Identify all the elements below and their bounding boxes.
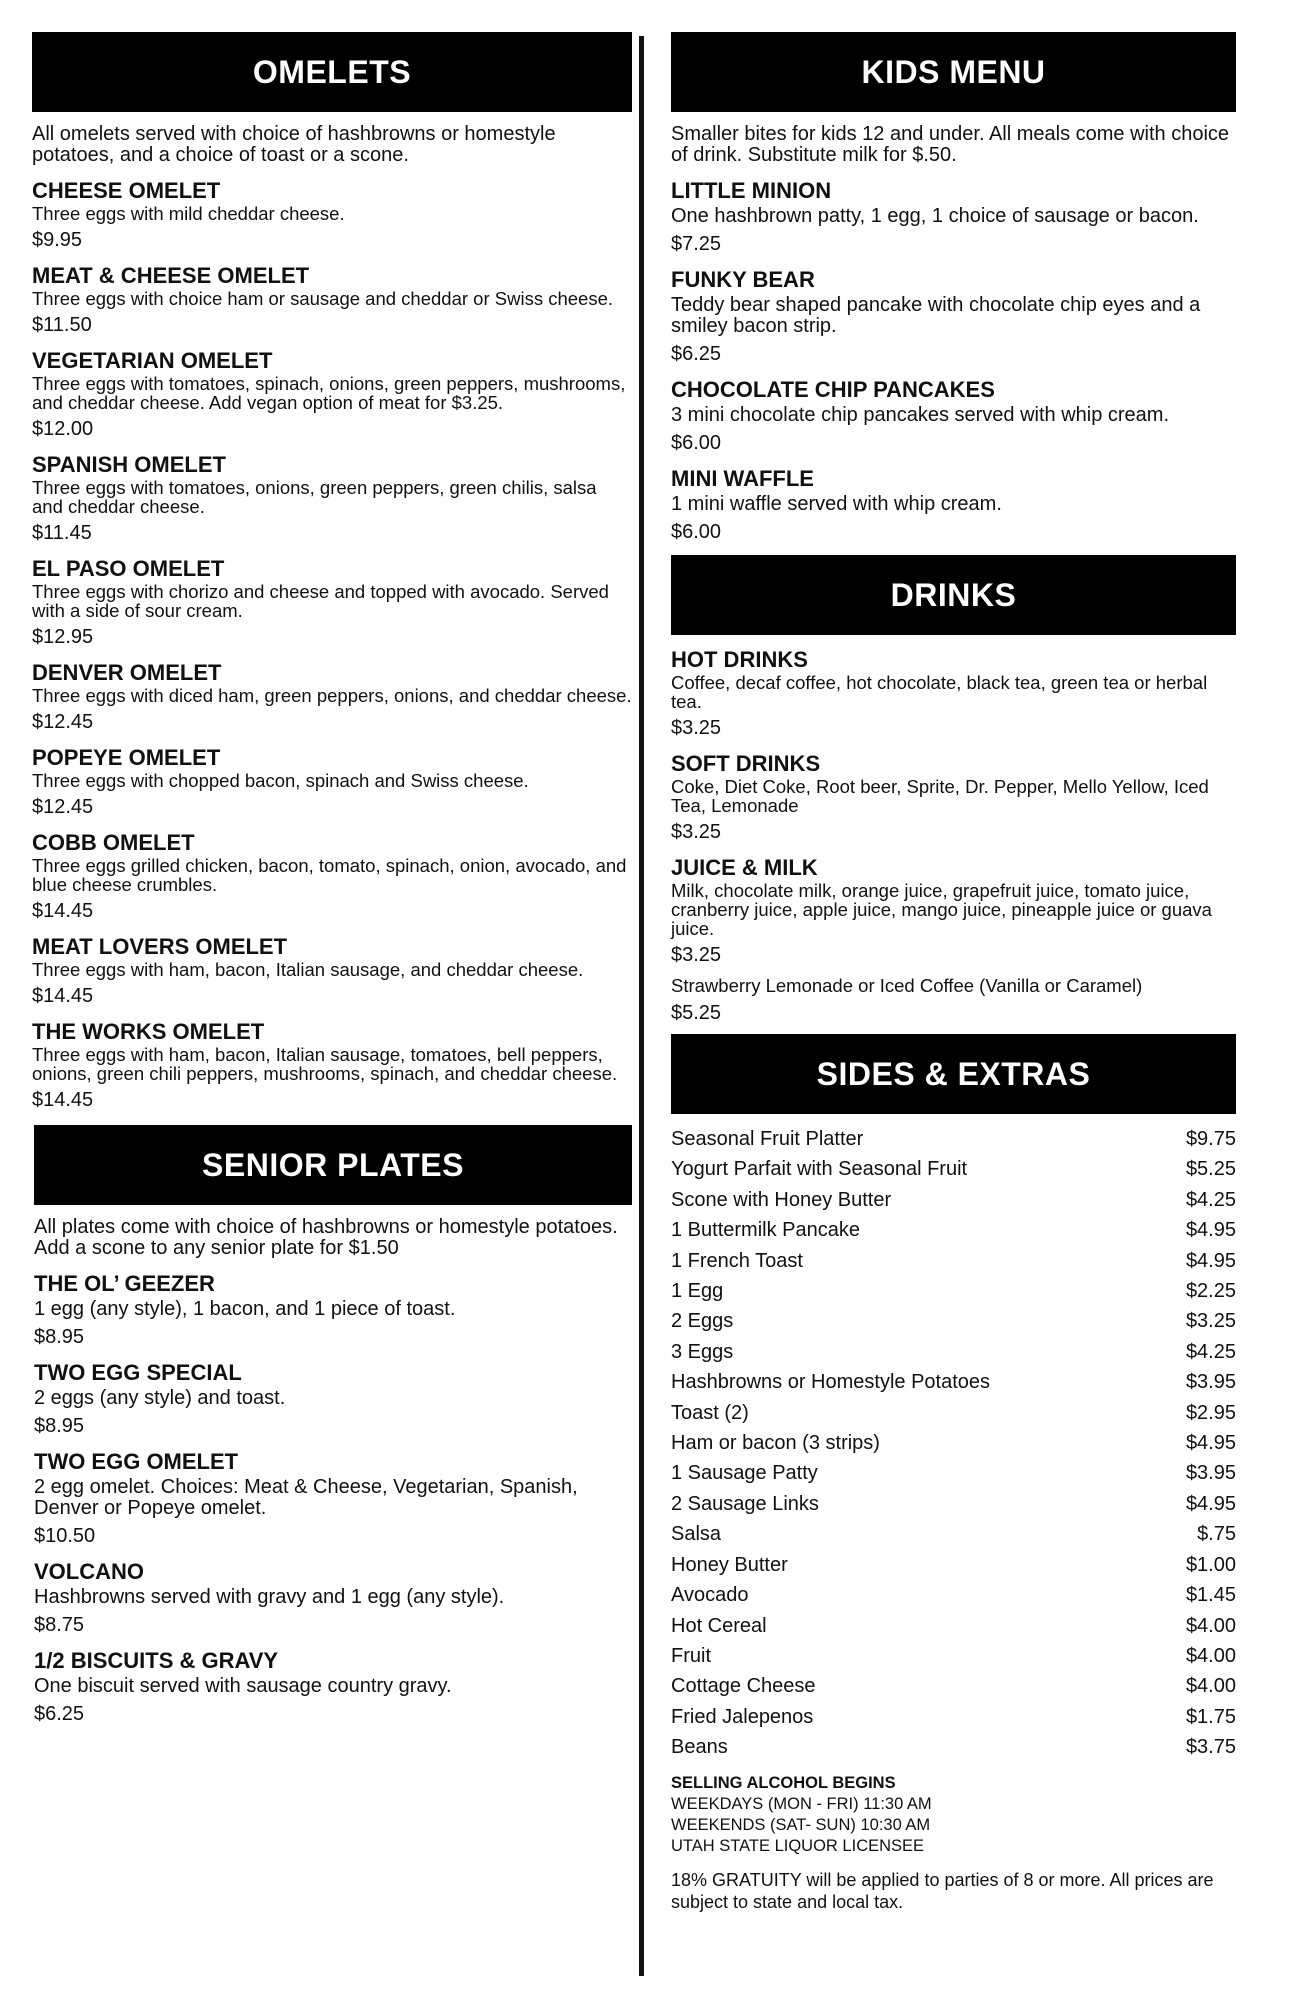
item-price: $11.50 xyxy=(32,314,92,336)
side-item-price: $1.75 xyxy=(1185,1705,1236,1728)
item-name: SPANISH OMELET xyxy=(32,452,226,477)
item-price: $12.45 xyxy=(32,796,94,818)
side-item-price: $3.95 xyxy=(1185,1371,1236,1394)
side-item-row xyxy=(671,1276,1236,1306)
side-item-row xyxy=(671,1398,1236,1428)
side-item-price: $3.95 xyxy=(1185,1462,1236,1485)
alcohol-notice xyxy=(671,1773,1236,1857)
item-name: CHEESE OMELET xyxy=(32,178,221,203)
side-item-price: $4.95 xyxy=(1185,1249,1236,1272)
item-description: Coffee, decaf coffee, hot chocolate, black tea, green tea or herbal tea. xyxy=(671,672,1208,712)
column-divider xyxy=(639,36,644,1976)
drinks-special-desc: Strawberry Lemonade or Iced Coffee (Vanilla or Caramel) xyxy=(671,975,1143,996)
gratuity-notice: 18% GRATUITY will be applied to parties of 8 or more. All prices are subject to state and local tax. xyxy=(671,1869,1214,1912)
item-price: $9.95 xyxy=(32,229,83,251)
side-item-name: Ham or bacon (3 strips) xyxy=(671,1432,880,1455)
item-price: $12.45 xyxy=(32,711,94,733)
menu-item xyxy=(32,556,632,648)
menu-item xyxy=(32,745,632,818)
kids-menu-header: KIDS MENU xyxy=(671,32,1236,112)
side-item-price: $1.45 xyxy=(1185,1584,1236,1607)
side-item-row xyxy=(671,1458,1236,1488)
side-item-name: 2 Eggs xyxy=(671,1310,734,1333)
side-item-name: Seasonal Fruit Platter xyxy=(671,1128,864,1150)
side-item-price: $4.25 xyxy=(1185,1340,1236,1363)
item-description: One hashbrown patty, 1 egg, 1 choice of sausage or bacon. xyxy=(671,205,1199,227)
side-item-name: Toast (2) xyxy=(671,1401,749,1424)
drinks-header: DRINKS xyxy=(671,555,1236,635)
side-item-name: 1 French Toast xyxy=(671,1249,803,1272)
menu-item xyxy=(32,178,632,251)
side-item-name: Honey Butter xyxy=(671,1553,788,1576)
menu-item xyxy=(32,830,632,922)
item-description: Three eggs with chorizo and cheese and topped with avocado. Served with a side of sour cream. xyxy=(32,581,609,621)
item-name: COBB OMELET xyxy=(32,830,195,855)
side-item-price: $4.95 xyxy=(1185,1219,1236,1242)
side-item-price: $4.95 xyxy=(1185,1492,1236,1515)
item-description: Three eggs with ham, bacon, Italian sausage, and cheddar cheese. xyxy=(32,959,584,980)
side-item-name: 1 Egg xyxy=(671,1280,724,1303)
item-price: $11.45 xyxy=(32,522,92,544)
item-description: Three eggs with tomatoes, spinach, onions, green peppers, mushrooms, and cheddar cheese. Add vegan option of meat for $3.25. xyxy=(32,373,626,413)
side-item-name: 1 Buttermilk Pancake xyxy=(671,1219,860,1242)
item-name: JUICE & MILK xyxy=(671,855,818,880)
item-price: $12.00 xyxy=(32,418,94,440)
menu-item xyxy=(32,348,632,440)
item-description: Three eggs with diced ham, green peppers, onions, and cheddar cheese. xyxy=(32,685,632,706)
item-price: $6.00 xyxy=(671,432,722,454)
menu-item xyxy=(34,1648,632,1725)
omelets-header: OMELETS xyxy=(32,32,632,112)
menu-item xyxy=(671,751,1236,843)
side-item-price: $2.25 xyxy=(1185,1280,1236,1303)
item-description: 1 mini waffle served with whip cream. xyxy=(671,493,1002,515)
menu-item xyxy=(32,934,632,1007)
side-item-name: Beans xyxy=(671,1736,728,1759)
side-item-name: Scone with Honey Butter xyxy=(671,1188,892,1211)
item-name: THE WORKS OMELET xyxy=(32,1019,265,1044)
side-item-row xyxy=(671,1641,1236,1671)
item-description: 1 egg (any style), 1 bacon, and 1 piece of toast. xyxy=(34,1298,456,1320)
side-item-name: Avocado xyxy=(671,1584,749,1607)
side-item-price: $.75 xyxy=(1197,1523,1236,1546)
side-item-row xyxy=(671,1732,1236,1762)
item-description: 3 mini chocolate chip pancakes served with whip cream. xyxy=(671,404,1170,426)
side-item-name: 2 Sausage Links xyxy=(671,1492,819,1515)
item-description: 2 eggs (any style) and toast. xyxy=(34,1387,286,1409)
item-price: $3.25 xyxy=(671,944,722,966)
side-item-price: $3.25 xyxy=(1185,1310,1236,1333)
item-price: $7.25 xyxy=(671,233,722,255)
drinks-special-price: $5.25 xyxy=(671,1002,722,1024)
item-price: $14.45 xyxy=(32,1089,94,1111)
item-price: $6.00 xyxy=(671,521,722,543)
sides-extras-list xyxy=(671,1124,1236,1763)
item-name: SOFT DRINKS xyxy=(671,751,821,776)
item-name: TWO EGG OMELET xyxy=(34,1449,239,1474)
item-price: $14.45 xyxy=(32,985,94,1007)
item-description: Three eggs with choice ham or sausage and cheddar or Swiss cheese. xyxy=(32,288,614,309)
senior-plates-intro: All plates come with choice of hashbrowns or homestyle potatoes. Add a scone to any senior plate for $1.50 xyxy=(34,1216,618,1259)
side-item-row xyxy=(671,1702,1236,1732)
side-item-name: Hot Cereal xyxy=(671,1614,767,1637)
side-item-price: $4.25 xyxy=(1185,1188,1236,1211)
side-item-name: 1 Sausage Patty xyxy=(671,1462,818,1485)
alcohol-weekends: WEEKENDS (SAT- SUN) 10:30 AM xyxy=(671,1815,931,1834)
item-description: 2 egg omelet. Choices: Meat & Cheese, Vegetarian, Spanish, Denver or Popeye omelet. xyxy=(34,1476,578,1519)
item-name: FUNKY BEAR xyxy=(671,267,815,292)
item-price: $8.75 xyxy=(34,1614,85,1636)
omelets-list xyxy=(32,178,632,1111)
item-price: $8.95 xyxy=(34,1415,85,1437)
item-price: $3.25 xyxy=(671,717,722,739)
side-item-name: Hashbrowns or Homestyle Potatoes xyxy=(671,1371,991,1394)
item-price: $3.25 xyxy=(671,821,722,843)
item-name: MEAT LOVERS OMELET xyxy=(32,934,288,959)
alcohol-weekdays: WEEKDAYS (MON - FRI) 11:30 AM xyxy=(671,1794,932,1813)
item-price: $12.95 xyxy=(32,626,94,648)
side-item-price: $9.75 xyxy=(1185,1128,1236,1150)
side-item-row xyxy=(671,1185,1236,1215)
senior-plates-header: SENIOR PLATES xyxy=(34,1125,632,1205)
side-item-row xyxy=(671,1428,1236,1458)
item-description: Hashbrowns served with gravy and 1 egg (any style). xyxy=(34,1586,505,1608)
menu-item xyxy=(32,452,632,544)
side-item-price: $5.25 xyxy=(1185,1158,1236,1181)
side-item-row xyxy=(671,1215,1236,1245)
item-name: POPEYE OMELET xyxy=(32,745,221,770)
senior-plates-list xyxy=(34,1271,632,1725)
side-item-price: $3.75 xyxy=(1185,1736,1236,1759)
item-description: Coke, Diet Coke, Root beer, Sprite, Dr. Pepper, Mello Yellow, Iced Tea, Lemonade xyxy=(671,776,1209,816)
alcohol-heading: SELLING ALCOHOL BEGINS xyxy=(671,1773,896,1792)
side-item-name: Fruit xyxy=(671,1644,711,1667)
item-name: 1/2 BISCUITS & GRAVY xyxy=(34,1648,279,1673)
side-item-name: 3 Eggs xyxy=(671,1340,734,1363)
sides-extras-header: SIDES & EXTRAS xyxy=(671,1034,1236,1114)
side-item-row xyxy=(671,1671,1236,1701)
side-item-row xyxy=(671,1519,1236,1549)
item-name: LITTLE MINION xyxy=(671,178,832,203)
item-description: Three eggs grilled chicken, bacon, tomato, spinach, onion, avocado, and blue cheese crumbles. xyxy=(32,855,627,895)
item-description: Teddy bear shaped pancake with chocolate chip eyes and a smiley bacon strip. xyxy=(671,294,1201,337)
side-item-price: $4.95 xyxy=(1185,1432,1236,1455)
item-name: DENVER OMELET xyxy=(32,660,222,685)
item-name: MEAT & CHEESE OMELET xyxy=(32,263,310,288)
side-item-price: $4.00 xyxy=(1185,1614,1236,1637)
side-item-row xyxy=(671,1124,1236,1154)
side-item-price: $2.95 xyxy=(1185,1401,1236,1424)
item-name: CHOCOLATE CHIP PANCAKES xyxy=(671,377,995,402)
side-item-row xyxy=(671,1154,1236,1184)
side-item-row xyxy=(671,1337,1236,1367)
left-column xyxy=(32,32,632,1725)
menu-item xyxy=(671,267,1236,365)
side-item-name: Fried Jalepenos xyxy=(671,1705,814,1728)
item-description: Three eggs with chopped bacon, spinach and Swiss cheese. xyxy=(32,770,529,791)
side-item-row xyxy=(671,1550,1236,1580)
menu-item xyxy=(34,1559,632,1636)
side-item-row xyxy=(671,1367,1236,1397)
alcohol-license: UTAH STATE LIQUOR LICENSEE xyxy=(671,1836,925,1855)
menu-item xyxy=(32,660,632,733)
menu-item xyxy=(671,178,1236,255)
side-item-name: Cottage Cheese xyxy=(671,1675,816,1698)
menu-item xyxy=(671,377,1236,454)
item-price: $6.25 xyxy=(671,343,722,365)
drinks-list xyxy=(671,647,1236,966)
item-name: VOLCANO xyxy=(34,1559,144,1584)
kids-menu-intro: Smaller bites for kids 12 and under. All meals come with choice of drink. Substitute milk for $.50. xyxy=(671,123,1230,166)
side-item-row xyxy=(671,1489,1236,1519)
item-price: $10.50 xyxy=(34,1525,96,1547)
menu-item xyxy=(671,855,1236,966)
menu-item xyxy=(671,466,1236,543)
item-description: Three eggs with ham, bacon, Italian sausage, tomatoes, bell peppers, onions, green chili peppers, mushrooms, spinach, and cheddar cheese. xyxy=(32,1044,618,1084)
side-item-row xyxy=(671,1246,1236,1276)
menu-item xyxy=(671,647,1236,739)
item-description: Milk, chocolate milk, orange juice, grapefruit juice, tomato juice, cranberry juice, apple juice, mango juice, pineapple juice or guava juice. xyxy=(671,880,1212,939)
kids-menu-list xyxy=(671,178,1236,543)
item-name: VEGETARIAN OMELET xyxy=(32,348,273,373)
item-description: One biscuit served with sausage country gravy. xyxy=(34,1675,452,1697)
item-name: THE OL’ GEEZER xyxy=(34,1271,215,1296)
menu-item xyxy=(34,1360,632,1437)
item-price: $8.95 xyxy=(34,1326,85,1348)
side-item-row xyxy=(671,1611,1236,1641)
menu-item xyxy=(34,1271,632,1348)
item-description: Three eggs with tomatoes, onions, green peppers, green chilis, salsa and cheddar cheese. xyxy=(32,477,597,517)
side-item-row xyxy=(671,1306,1236,1336)
omelets-intro: All omelets served with choice of hashbrowns or homestyle potatoes, and a choice of toast or a scone. xyxy=(32,123,556,166)
item-price: $14.45 xyxy=(32,900,94,922)
side-item-name: Salsa xyxy=(671,1523,722,1546)
side-item-price: $4.00 xyxy=(1185,1644,1236,1667)
item-name: MINI WAFFLE xyxy=(671,466,814,491)
right-column xyxy=(671,32,1236,1913)
item-name: TWO EGG SPECIAL xyxy=(34,1360,242,1385)
item-description: Three eggs with mild cheddar cheese. xyxy=(32,203,345,224)
item-name: EL PASO OMELET xyxy=(32,556,225,581)
item-price: $6.25 xyxy=(34,1703,85,1725)
menu-item xyxy=(34,1449,632,1547)
menu-item xyxy=(32,1019,632,1111)
item-name: HOT DRINKS xyxy=(671,647,808,672)
side-item-price: $4.00 xyxy=(1185,1675,1236,1698)
side-item-price: $1.00 xyxy=(1185,1553,1236,1576)
side-item-name: Yogurt Parfait with Seasonal Fruit xyxy=(671,1158,968,1181)
side-item-row xyxy=(671,1580,1236,1610)
menu-item xyxy=(32,263,632,336)
